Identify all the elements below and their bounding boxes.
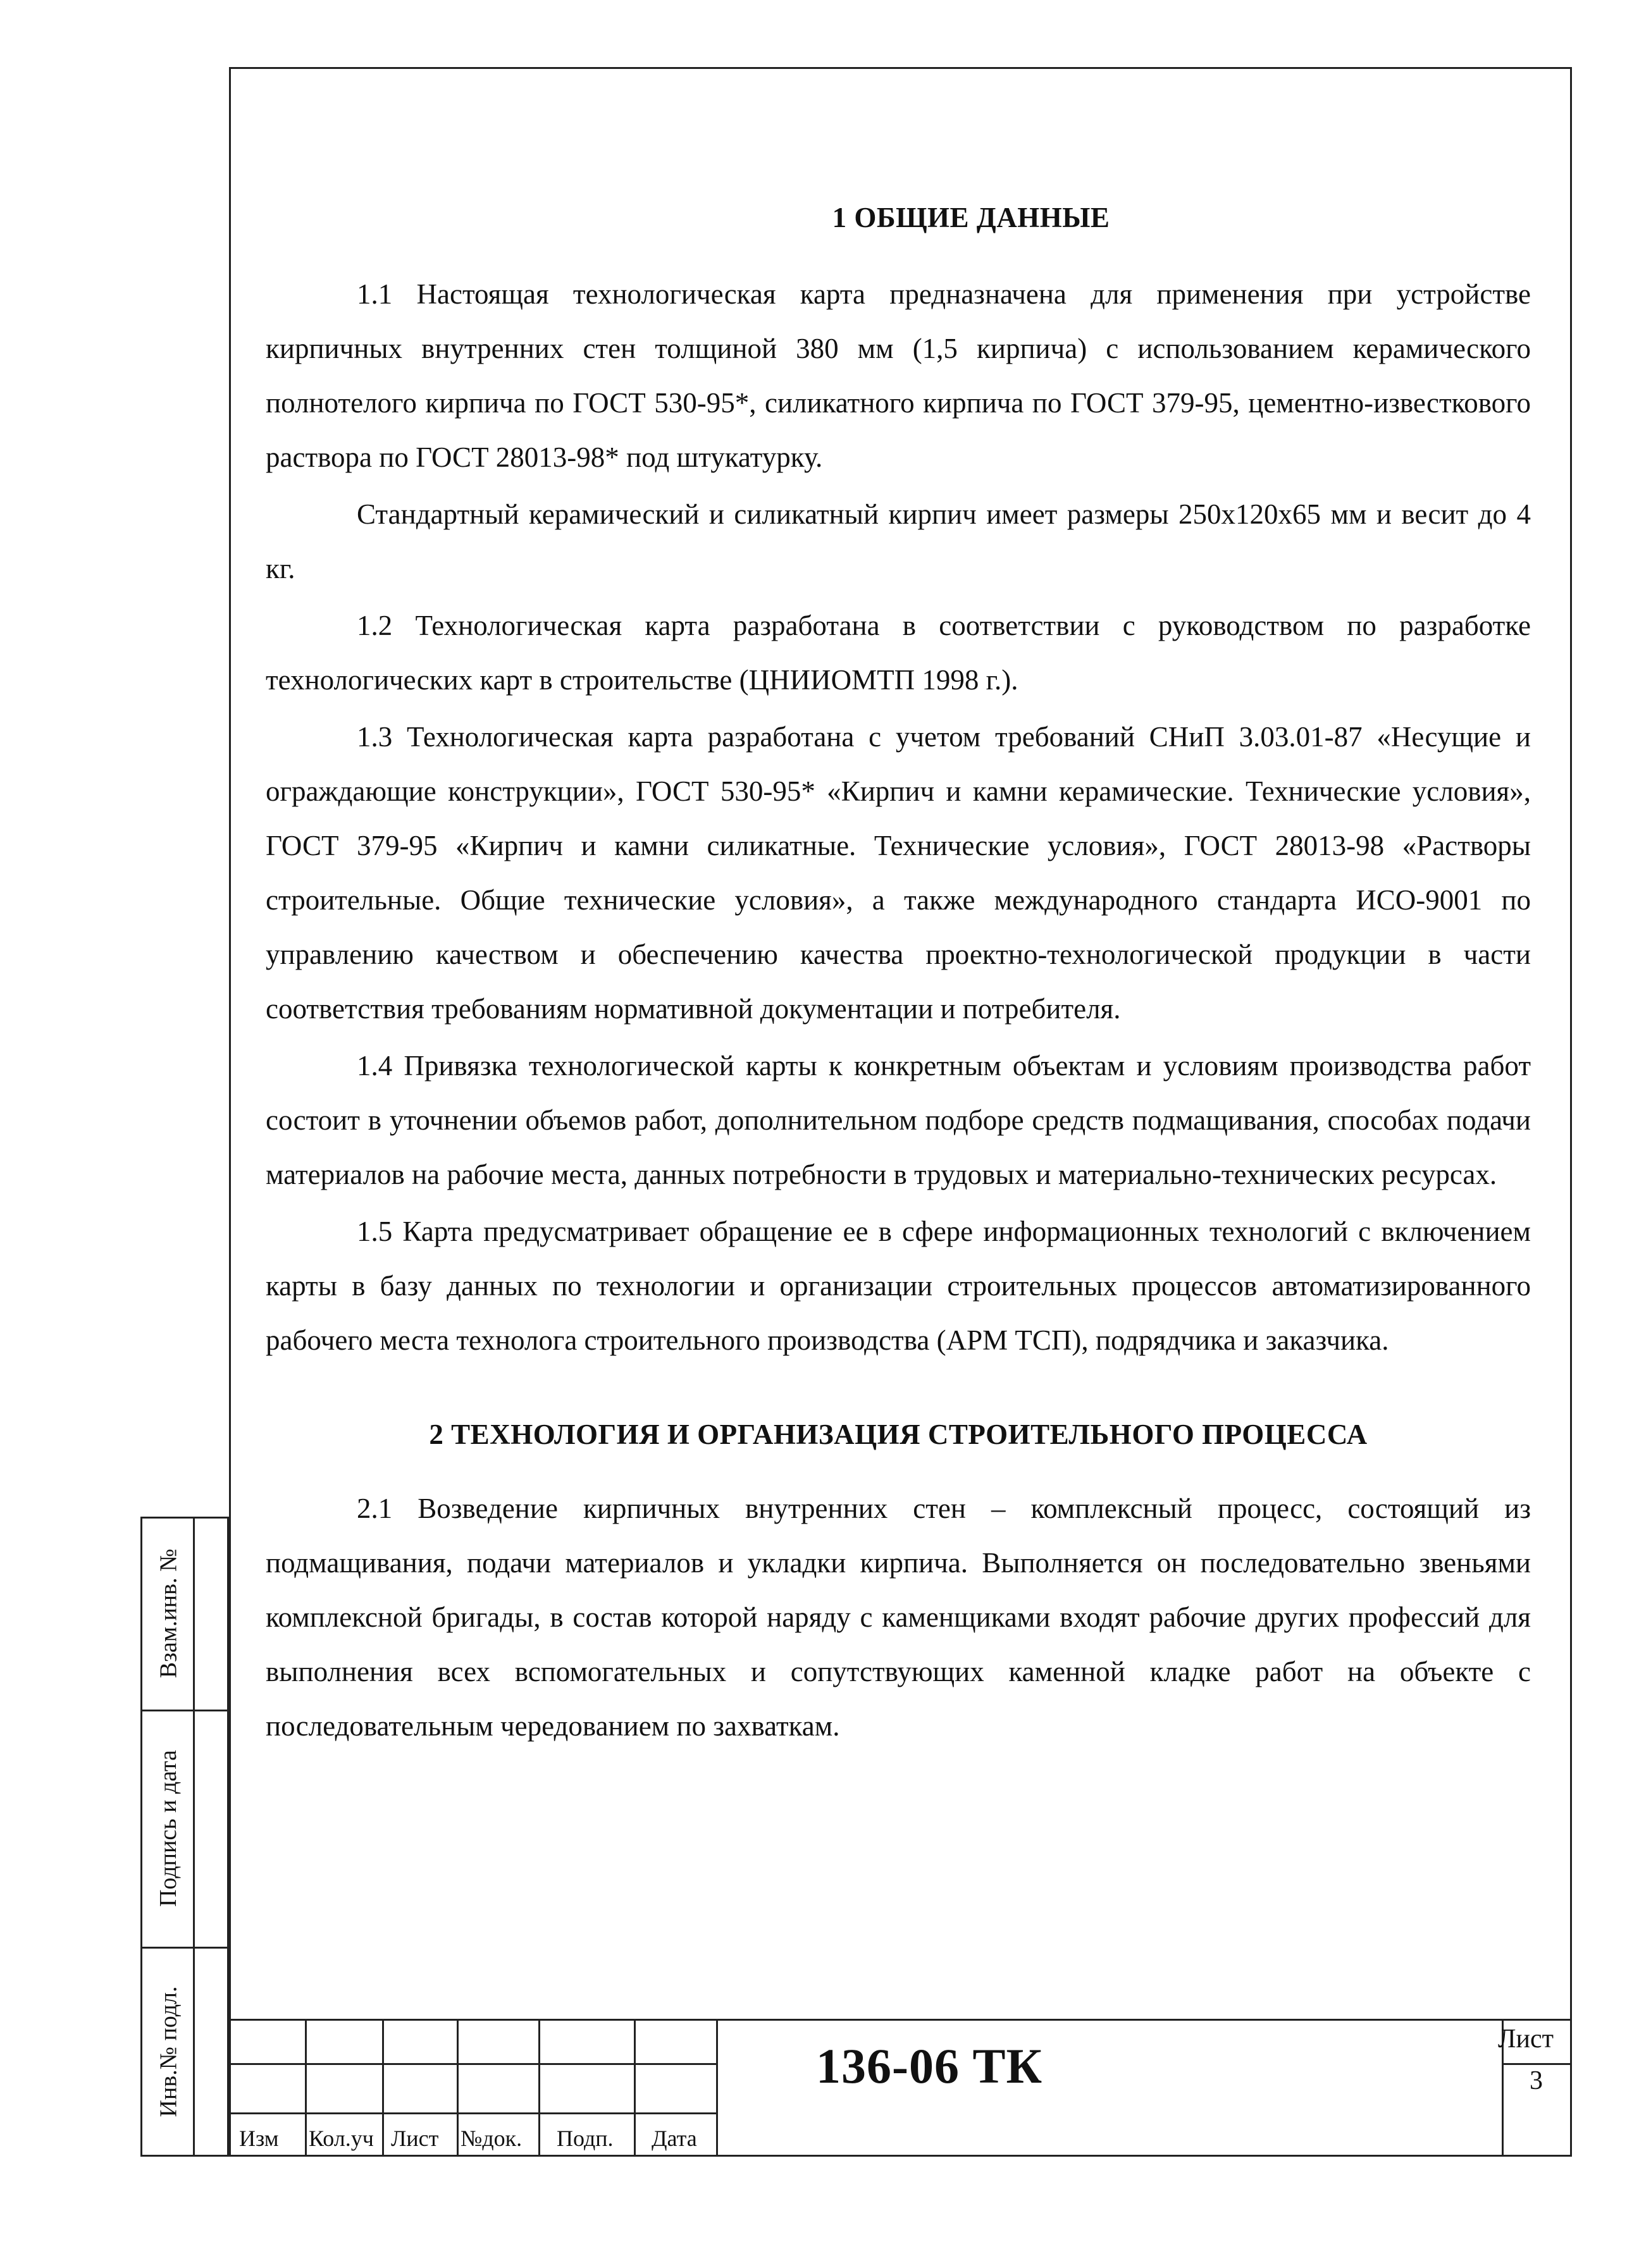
paragraph-1-2: 1.2 Технологическая карта разработана в соответствии с руководством по разработке технологических карт в строительстве (ЦНИИОМТП 1998 г.). <box>266 610 1531 696</box>
col-podp: Подп. <box>557 2126 614 2151</box>
paragraph-1-1: 1.1 Настоящая технологическая карта предназначена для применения при устройстве кирпичных внутренних стен толщиной 380 мм (1,5 кирпича) с использованием керамического полнотелого кирпича по ГОСТ 530-95*, силикатного кирпича по ГОСТ 379-95, цементно-известкового раствора по ГОСТ 28013-98* под штукатурку. <box>266 278 1531 473</box>
col-list: Лист <box>391 2126 439 2151</box>
paragraph-2-1: 2.1 Возведение кирпичных внутренних стен – комплексный процесс, состоящий из подмащивания, подачи материалов и укладки кирпича. Выполняется он последовательно звеньями комплексной бригады, в состав которой наряду с каменщиками входят рабочие других профессий для выполнения всех вспомогательных и сопутствующих каменной кладке работ на объекте с последовательным чередованием по захваткам. <box>266 1493 1531 1742</box>
col-data: Дата <box>652 2126 697 2151</box>
document-body <box>266 201 1531 1753</box>
col-izm: Изм <box>239 2126 279 2151</box>
paragraph-1-4: 1.4 Привязка технологической карты к конкретным объектам и условиям производства работ состоит в уточнении объемов работ, дополнительном подборе средств подмащивания, способах подачи материалов на рабочие места, данных потребности в трудовых и материально-технических ресурсах. <box>266 1050 1531 1190</box>
col-ndok: №док. <box>461 2126 523 2151</box>
side-cell-signature <box>142 1711 231 1949</box>
sheet-label: Лист <box>1498 2025 1554 2054</box>
section-2-heading: 2 ТЕХНОЛОГИЯ И ОРГАНИЗАЦИЯ СТРОИТЕЛЬНОГО ПРОЦЕССА <box>429 1419 1368 1450</box>
paragraph-1-5: 1.5 Карта предусматривает обращение ее в сфере информационных технологий с включением карты в базу данных по технологии и организации строительных процессов автоматизированного рабочего места технолога строительного производства (АРМ ТСП), подрядчика и заказчика. <box>266 1216 1531 1356</box>
side-cell-original <box>142 1949 231 2155</box>
col-kol-uch: Кол.уч <box>309 2126 374 2151</box>
side-cell-replacement <box>142 1519 231 1711</box>
sheet-number: 3 <box>1530 2066 1543 2095</box>
side-label-replacement-inv: Взам.инв. № <box>155 1548 182 1679</box>
section-1-heading: 1 ОБЩИЕ ДАННЫЕ <box>832 202 1110 233</box>
side-label-original-inv: Инв.№ подл. <box>155 1986 182 2117</box>
side-stamp <box>140 1517 229 2157</box>
document-code: 136-06 ТК <box>816 2038 1043 2093</box>
paragraph-brick-size: Стандартный керамический и силикатный кирпич имеет размеры 250х120х65 мм и весит до 4 кг. <box>266 498 1531 584</box>
side-label-signature-date: Подпись и дата <box>155 1749 182 1907</box>
paragraph-1-3: 1.3 Технологическая карта разработана с учетом требований СНиП 3.03.01-87 «Несущие и ограждающие конструкции», ГОСТ 530-95* «Кирпич и камни керамические. Технические условия», ГОСТ 379-95 «Кирпич и камни силикатные. Технические условия», ГОСТ 28013-98 «Растворы строительные. Общие технические условия», а также международного стандарта ИСО-9001 по управлению качеством и обеспечению качества проектно-технологической продукции в части соответствия требованиям нормативной документации и потребителя. <box>266 721 1531 1025</box>
